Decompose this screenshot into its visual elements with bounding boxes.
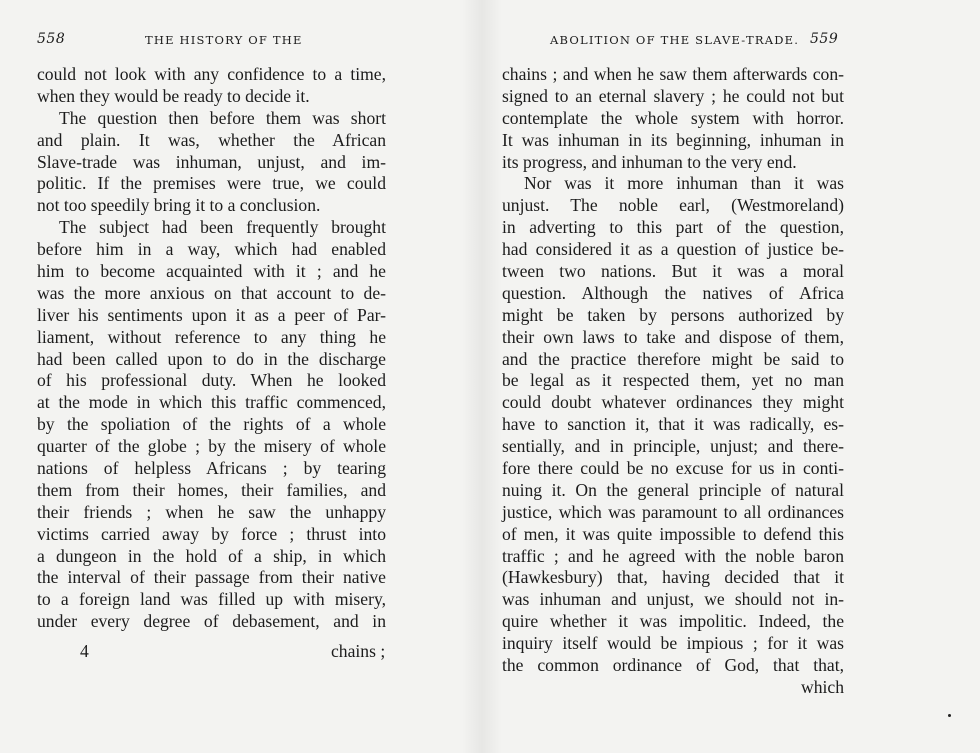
text-line: politic. If the premises were true, we could	[37, 173, 386, 194]
text-line: the common ordinance of God, that that,	[502, 655, 844, 676]
text-line: nuing it. On the general principle of natural	[502, 479, 844, 500]
text-line: and the practice therefore might be said to	[502, 348, 844, 369]
text-line: them from their homes, their families, and	[37, 479, 386, 500]
text-line: quire whether it was impolitic. Indeed, the	[502, 611, 844, 632]
text-line: (Hawkesbury) that, having decided that it	[502, 567, 844, 588]
text-line: was inhuman and unjust, we should not in-	[502, 589, 844, 610]
right-running-head: ABOLITION OF THE SLAVE-TRADE.	[550, 33, 800, 47]
left-page-text	[37, 64, 386, 633]
signature-mark: 4	[80, 641, 89, 661]
paper-speck	[948, 714, 951, 717]
right-page-text	[502, 64, 844, 699]
text-line: nations of helpless Africans ; by tearing	[37, 458, 386, 479]
text-line: fore there could be no excuse for us in conti-	[502, 458, 844, 479]
text-line: and plain. It was, whether the African	[37, 129, 386, 150]
text-line: unjust. The noble earl, (Westmoreland)	[502, 195, 844, 216]
text-line: contemplate the whole system with horror.	[502, 107, 844, 128]
text-line: by the spoliation of the rights of a whole	[37, 414, 386, 435]
text-line: their friends ; when he saw the unhappy	[37, 501, 386, 522]
text-line: question. Although the natives of Africa	[502, 282, 844, 303]
left-page-number: 558	[37, 31, 66, 47]
text-line: which	[801, 676, 844, 697]
text-line: Nor was it more inhuman than it was	[524, 173, 844, 194]
text-line: The subject had been frequently brought	[59, 217, 386, 238]
text-line: under every degree of debasement, and in	[37, 611, 386, 632]
text-line: liament, without reference to any thing he	[37, 326, 386, 347]
text-line: justice, which was paramount to all ordinances	[502, 501, 844, 522]
text-line: Slave-trade was inhuman, unjust, and im-	[37, 151, 386, 172]
text-line: could not look with any confidence to a time,	[37, 64, 386, 84]
text-line: have to sanction it, that it was radically, es-	[502, 414, 844, 435]
text-line: him to become acquainted with it ; and he	[37, 261, 386, 282]
text-line: at the mode in which this traffic commenced,	[37, 392, 386, 413]
text-line: of his professional duty. When he looked	[37, 370, 386, 391]
text-line: The question then before them was short	[59, 107, 386, 128]
text-line: its progress, and inhuman to the very end.	[502, 151, 797, 172]
right-page	[490, 0, 980, 753]
text-line: traffic ; and he agreed with the noble baron	[502, 545, 844, 566]
text-line: chains ; and when he saw them afterwards con-	[502, 64, 844, 84]
text-line: It was inhuman in its beginning, inhuman in	[502, 129, 844, 150]
text-line: before him in a way, which had enabled	[37, 239, 386, 260]
text-line: of men, it was quite impossible to defend this	[502, 523, 844, 544]
text-line: sentially, and in principle, unjust; and there-	[502, 436, 844, 457]
text-line: liver his sentiments upon it as a peer of Par-	[37, 304, 386, 325]
left-page	[0, 0, 470, 753]
text-line: their own laws to take and dispose of them,	[502, 326, 844, 347]
text-line: be legal as it respected them, yet no man	[502, 370, 844, 391]
right-page-number: 559	[810, 31, 839, 47]
text-line: when they would be ready to decide it.	[37, 85, 310, 106]
text-line: tween two nations. But it was a moral	[502, 261, 844, 282]
text-line: in adverting to this part of the question,	[502, 217, 844, 238]
text-line: might be taken by persons authorized by	[502, 304, 844, 325]
text-line: signed to an eternal slavery ; he could not but	[502, 85, 844, 106]
catchword: chains ;	[331, 641, 386, 661]
left-running-head: THE HISTORY OF THE	[145, 33, 303, 47]
text-line: a dungeon in the hold of a ship, in which	[37, 545, 386, 566]
text-line: had considered it as a question of justice be-	[502, 239, 844, 260]
text-line: not too speedily bring it to a conclusion.	[37, 195, 321, 216]
text-line: inquiry itself would be impious ; for it was	[502, 633, 844, 654]
text-line: quarter of the globe ; by the misery of whole	[37, 436, 386, 457]
text-line: the interval of their passage from their native	[37, 567, 386, 588]
text-line: victims carried away by force ; thrust into	[37, 523, 386, 544]
text-line: to a foreign land was filled up with misery,	[37, 589, 386, 610]
text-line: could doubt whatever ordinances they might	[502, 392, 844, 413]
text-line: was the more anxious on that account to de-	[37, 282, 386, 303]
text-line: had been called upon to do in the discharge	[37, 348, 386, 369]
